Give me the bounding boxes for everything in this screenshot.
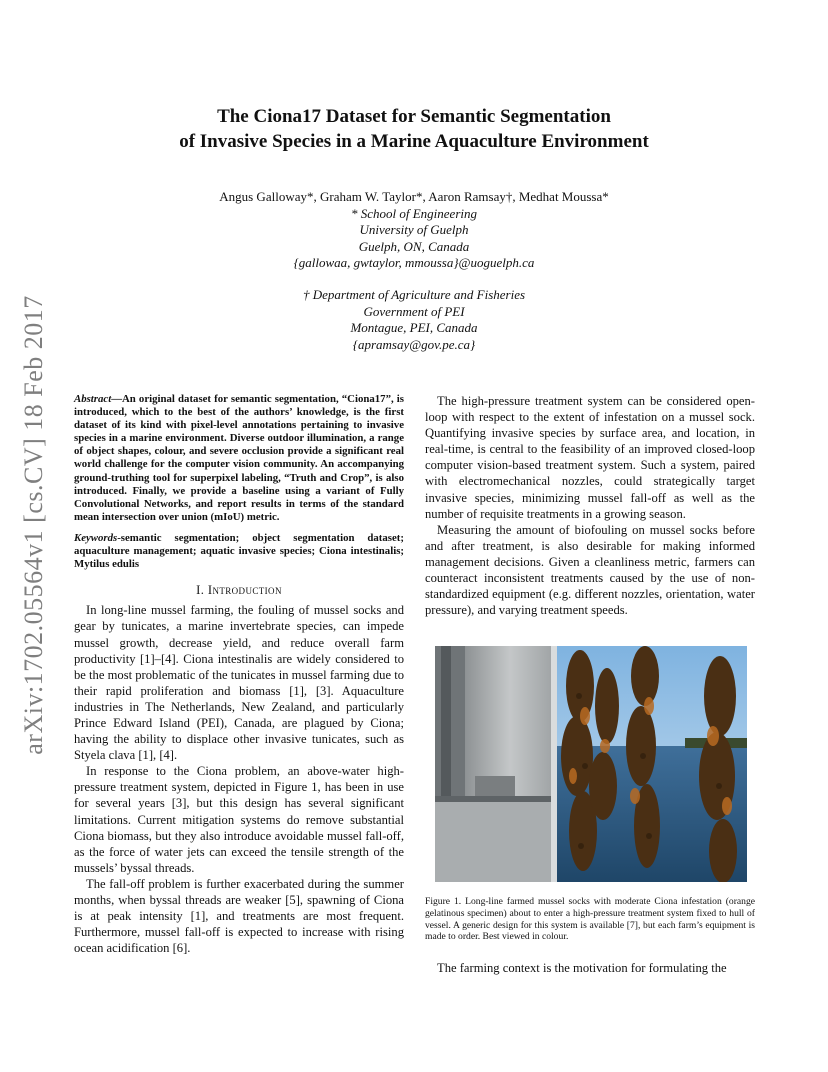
affiliation-2-email: {apramsay@gov.pe.ca} [352,336,476,352]
right-column [425,393,755,618]
paragraph: In response to the Ciona problem, an above-water high-pressure treatment system, depicted in Figure 1, has been in use for several years [3], but this design has several significant limitations. Current mitigation systems do remove substantial Ciona biomass, but they also introduce avoidable mussel fall-off, as the force of water jets can exceed the tensile strength of the mussels’ byssal threads. [74,764,404,875]
abstract [74,393,404,524]
section-number: I. [196,583,205,598]
arxiv-stamp [14,290,54,760]
affiliation-2-line: † Department of Agriculture and Fisheries [302,287,526,302]
abstract-label: Abstract [74,393,112,405]
paper-title [100,104,728,154]
affiliation-2-line: Government of PEI [363,303,465,319]
keywords [74,532,404,571]
title-line-1: The Ciona17 Dataset for Semantic Segmentation [217,106,611,127]
affiliation-2-line: Montague, PEI, Canada [350,320,478,335]
affiliation-1-line: University of Guelph [359,222,469,237]
paragraph: In long-line mussel farming, the fouling of mussel socks and gear by tunicates, a marine invertebrate species, can impede mussel growth, decrease yield, and reduce overall farm productivity [1]–[4]. Ciona intestinalis are widely considered to be the most problematic of the tunicates in mussel farming due to their rapid proliferation and biomass [1], [3]. Aquaculture industries in The Netherlands, New Zealand, and particularly Prince Edward Island (PEI), Canada, are plagued by Ciona; having the ability to displace other invasive tunicates, such as Styela clava [1], [4]. [74,603,404,763]
keywords-label: Keywords [74,531,118,544]
affiliation-1-line: Guelph, ON, Canada [358,238,470,254]
paragraph: The high-pressure treatment system can be considered open-loop with respect to the extent of infestation on a mussel sock. Quantifying invasive species by surface area, and location, in real-time, is central to the feasibility of an improved closed-loop computer vision-based treatment system. Such a system, paired with electromechanical nozzles, could strategically target invasive species, minimizing mussel fall-off as well as the number of requisite treatments in a growing season. [425,394,755,521]
affiliation-1-email: {gallowaa, gwtaylor, mmoussa}@uoguelph.ca [293,255,535,270]
figure-1-photo [435,646,747,882]
author-block [100,189,728,272]
arxiv-identifier: arXiv:1702.05564v1 [cs.CV] 18 Feb 2017 [19,295,49,755]
abstract-text: —An original dataset for semantic segmentation, “Ciona17”, is introduced, which to the best of the authors’ knowledge, is the first dataset of its kind with pixel-level annotations pertaining to invasive species in a marine environment. Diverse outdoor illumination, a range of object shapes, colour, and severe occlusion provide a significant real world challenge for the computer vision community. An accompanying ground-truthing tool for superpixel labeling, “Truth and Crop”, is also introduced. Finally, we provide a baseline using a variant of Fully Convolutional Networks, and report results in terms of the standard mean intersection over union (mIoU) metric. [74,393,404,523]
section-heading [74,582,404,598]
section-title: Introduction [207,583,282,598]
paragraph-start: The farming context is the motivation for formulating the [437,961,727,975]
keywords-text: -semantic segmentation; object segmentation dataset; aquaculture management; aquatic invasive species; Ciona intestinalis; Mytilus edulis [74,531,404,571]
title-line-2: of Invasive Species in a Marine Aquaculture Environment [179,131,649,152]
left-column [74,393,404,956]
paragraph [425,960,755,976]
affiliation-2-block [100,287,728,353]
author-names: Angus Galloway*, Graham W. Taylor*, Aaron Ramsay†, Medhat Moussa* [219,189,609,204]
figure-1-caption: Figure 1. Long-line farmed mussel socks with moderate Ciona infestation (orange gelatinous specimen) about to enter a high-pressure treatment system fixed to hull of vessel. A generic design for this system is available [7], but each farm’s equipment is made to order. Best viewed in colour. [425,896,755,943]
affiliation-1-line: * School of Engineering [350,205,477,221]
mussel-sock-photo [435,646,747,882]
paragraph: The fall-off problem is further exacerbated during the summer months, when byssal threads are weaker [5], spawning of Ciona is at peak intensity [1], and treatments are most frequent. Furthermore, mussel fall-off is expected to increase with rising ocean acidification [6]. [74,876,404,956]
paragraph: Measuring the amount of biofouling on mussel socks before and after treatment, is also desirable for making informed management decisions. Given a cleanliness metric, farmers can counteract inconsistent treatments caused by the use of non-standardized equipment (e.g. different nozzles, orientation, water pressure), and varying treatment speeds. [425,522,755,618]
